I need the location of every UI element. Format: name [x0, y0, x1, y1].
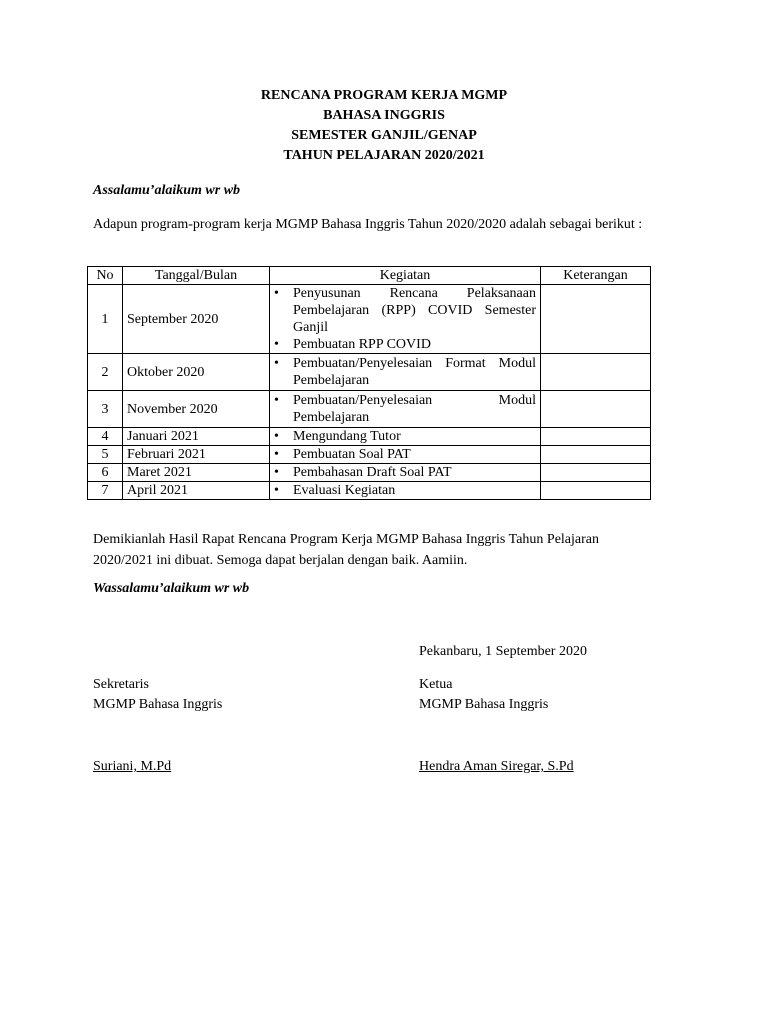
- activity-item: [274, 464, 536, 481]
- activity-text: Pembahasan Draft Soal PAT: [293, 465, 452, 480]
- activity-text: Mengundang Tutor: [293, 429, 401, 444]
- activity-text: Pembuatan RPP COVID: [293, 337, 431, 352]
- row-note: [541, 446, 651, 464]
- row-no: 6: [88, 464, 123, 482]
- row-date: Februari 2021: [123, 446, 270, 464]
- activity-item: [274, 285, 536, 336]
- row-activities: [270, 354, 541, 391]
- row-activities: [270, 446, 541, 464]
- table-row: [88, 354, 651, 391]
- row-date: Oktober 2020: [123, 354, 270, 391]
- secretary-name: Suriani, M.Pd: [93, 759, 172, 774]
- row-activities: [270, 464, 541, 482]
- row-date: September 2020: [123, 285, 270, 354]
- row-date: April 2021: [123, 482, 270, 500]
- bullet-icon: •: [274, 286, 279, 301]
- row-no: 5: [88, 446, 123, 464]
- activity-text: Evaluasi Kegiatan: [293, 483, 396, 498]
- row-activities: [270, 391, 541, 428]
- farewell: Wassalamu’alaikum wr wb: [93, 581, 250, 596]
- row-note: [541, 428, 651, 446]
- row-note: [541, 482, 651, 500]
- activity-item: [274, 392, 536, 426]
- program-table: [87, 266, 651, 500]
- bullet-icon: •: [274, 483, 279, 498]
- activity-item: [274, 482, 536, 499]
- activity-text: Pembuatan Soal PAT: [293, 447, 411, 462]
- row-activities: [270, 285, 541, 354]
- secretary-org: MGMP Bahasa Inggris: [93, 697, 223, 712]
- title-line-3: SEMESTER GANJIL/GENAP: [291, 128, 477, 143]
- closing-paragraph: Demikianlah Hasil Rapat Rencana Program Kerja MGMP Bahasa Inggris Tahun Pelajaran 2020/2021 ini dibuat. Semoga dapat berjalan dengan baik. Aamiin.: [93, 532, 599, 568]
- title-line-2: BAHASA INGGRIS: [323, 108, 445, 123]
- bullet-icon: •: [274, 465, 279, 480]
- bullet-icon: •: [274, 447, 279, 462]
- document-title: [0, 86, 768, 166]
- row-no: 7: [88, 482, 123, 500]
- bullet-icon: •: [274, 429, 279, 444]
- secretary-role: Sekretaris: [93, 677, 149, 692]
- row-note: [541, 391, 651, 428]
- activity-text: Pembuatan/Penyelesaian Modul Pembelajaran: [293, 393, 536, 425]
- bullet-icon: •: [274, 337, 279, 352]
- header-note: Keterangan: [541, 267, 651, 285]
- row-date: November 2020: [123, 391, 270, 428]
- table-row: [88, 428, 651, 446]
- row-no: 3: [88, 391, 123, 428]
- row-activities: [270, 482, 541, 500]
- row-note: [541, 285, 651, 354]
- chair-role: Ketua: [419, 677, 453, 692]
- header-no: No: [88, 267, 123, 285]
- table-header-row: [88, 267, 651, 285]
- bullet-icon: •: [274, 393, 279, 408]
- activity-item: [274, 446, 536, 463]
- table-row: [88, 464, 651, 482]
- row-no: 4: [88, 428, 123, 446]
- activity-text: Penyusunan Rencana Pelaksanaan Pembelajaran (RPP) COVID Semester Ganjil: [293, 286, 536, 335]
- table-row: [88, 285, 651, 354]
- row-note: [541, 354, 651, 391]
- signature-block-secretary: [93, 675, 222, 715]
- row-activities: [270, 428, 541, 446]
- activity-text: Pembuatan/Penyelesaian Format Modul Pembelajaran: [293, 356, 536, 388]
- signature-block-chair: [419, 675, 548, 715]
- table-row: [88, 446, 651, 464]
- activity-item: [274, 428, 536, 445]
- greeting: Assalamu’alaikum wr wb: [93, 183, 241, 198]
- title-line-1: RENCANA PROGRAM KERJA MGMP: [260, 88, 508, 103]
- intro-paragraph: Adapun program-program kerja MGMP Bahasa Inggris Tahun 2020/2020 adalah sebagai berikut :: [93, 217, 643, 232]
- row-note: [541, 464, 651, 482]
- row-date: Maret 2021: [123, 464, 270, 482]
- chair-name: Hendra Aman Siregar, S.Pd: [419, 759, 574, 774]
- title-line-4: TAHUN PELAJARAN 2020/2021: [283, 148, 485, 163]
- place-date: Pekanbaru, 1 September 2020: [419, 644, 587, 659]
- activity-item: [274, 336, 536, 353]
- table-row: [88, 391, 651, 428]
- row-no: 1: [88, 285, 123, 354]
- header-activity: Kegiatan: [270, 267, 541, 285]
- table-row: [88, 482, 651, 500]
- activity-item: [274, 355, 536, 389]
- chair-org: MGMP Bahasa Inggris: [419, 697, 549, 712]
- bullet-icon: •: [274, 356, 279, 371]
- header-date: Tanggal/Bulan: [123, 267, 270, 285]
- row-date: Januari 2021: [123, 428, 270, 446]
- row-no: 2: [88, 354, 123, 391]
